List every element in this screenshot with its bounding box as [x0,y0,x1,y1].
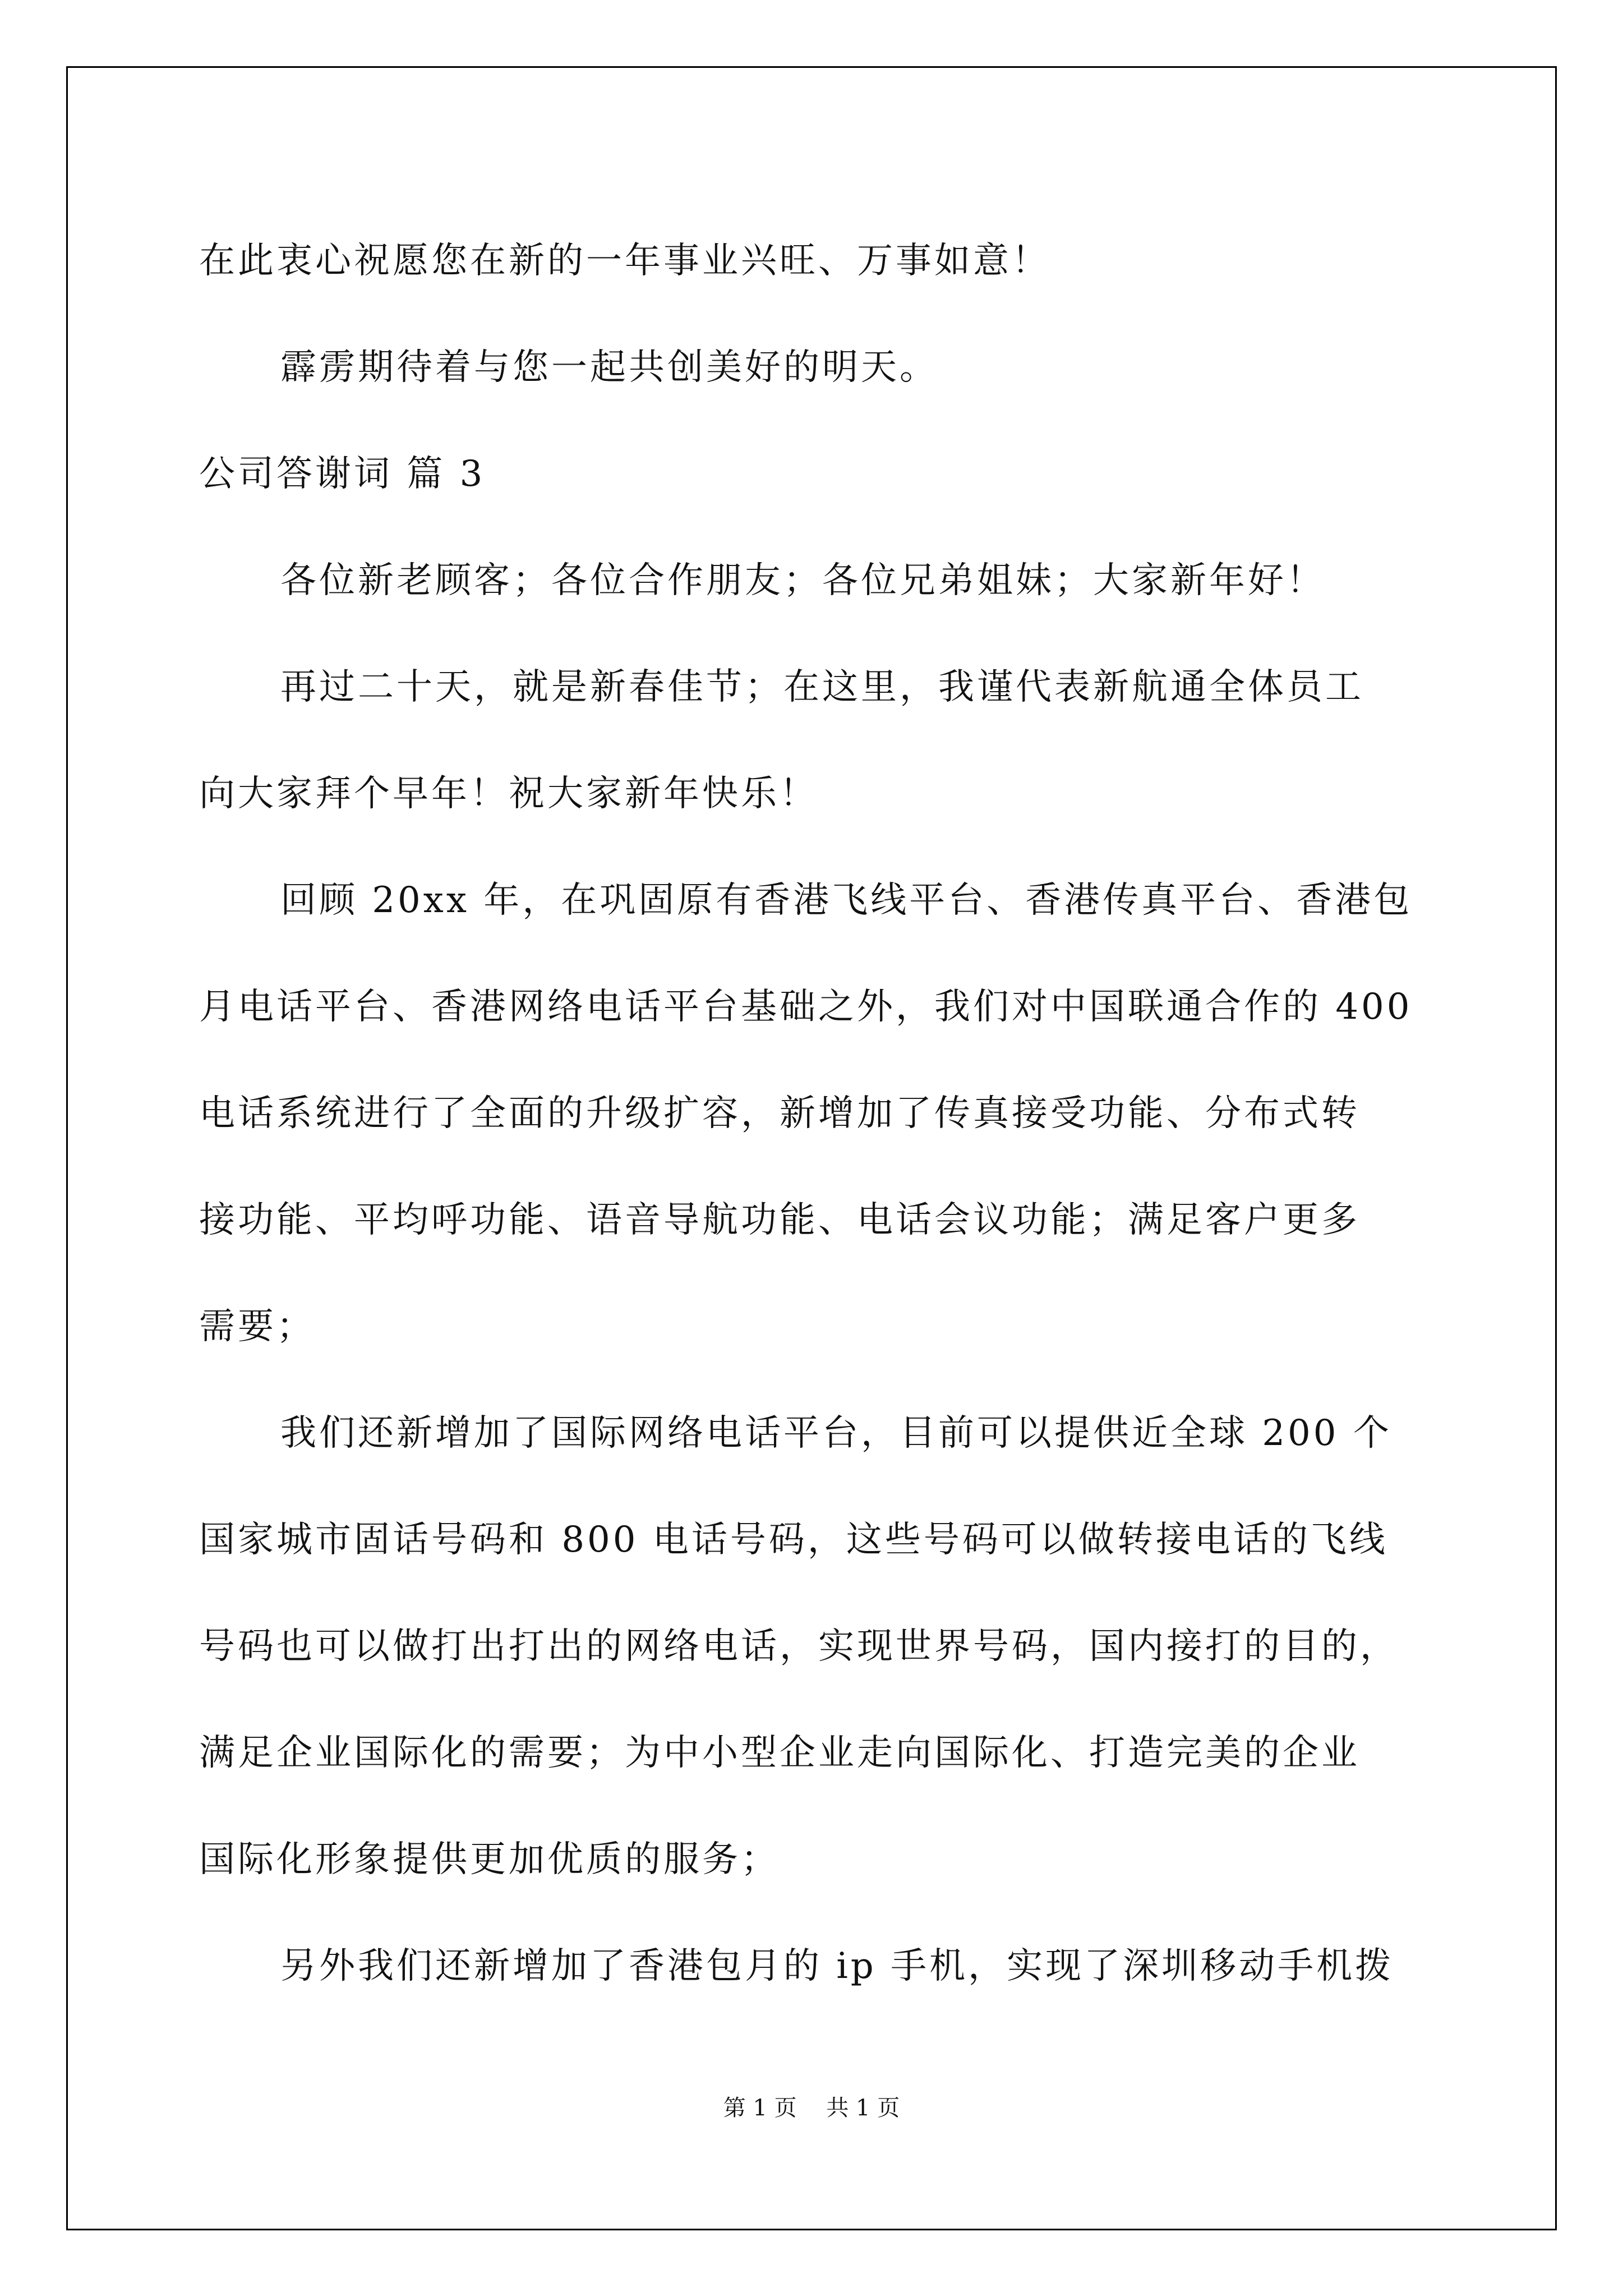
text-line: 各位新老顾客；各位合作朋友；各位兄弟姐妹；大家新年好！ [280,560,1325,601]
text-line: 国际化形象提供更加优质的服务； [199,1839,780,1880]
text-line: 再过二十天，就是新春佳节；在这里，我谨代表新航通全体员工 [280,666,1364,708]
text-line: 回顾 20xx 年，在巩固原有香港飞线平台、香港传真平台、香港包 [280,880,1413,921]
text-line: 霹雳期待着与您一起共创美好的明天。 [280,347,938,388]
text-line: 国家城市固话号码和 800 电话号码，这些号码可以做转接电话的飞线 [199,1519,1388,1561]
text-line: 接功能、平均呼功能、语音导航功能、电话会议功能；满足客户更多 [199,1199,1360,1241]
text-line: 号码也可以做打出打出的网络电话，实现世界号码，国内接打的目的， [199,1626,1399,1667]
text-line: 向大家拜个早年！祝大家新年快乐！ [199,773,818,815]
page-footer: 第 1 页 共 1 页 [723,2095,900,2121]
document-body [199,208,1422,2019]
text-line: 我们还新增加了国际网络电话平台，目前可以提供近全球 200 个 [280,1412,1392,1454]
text-line: 需要； [199,1306,315,1347]
text-line: 在此衷心祝愿您在新的一年事业兴旺、万事如意！ [199,240,1050,282]
text-line: 月电话平台、香港网络电话平台基础之外，我们对中国联通合作的 400 [199,986,1413,1028]
section-heading: 公司答谢词 篇 3 [199,453,486,495]
text-line: 另外我们还新增加了香港包月的 ip 手机，实现了深圳移动手机拨 [280,1945,1394,1987]
text-line: 满足企业国际化的需要；为中小型企业走向国际化、打造完美的企业 [199,1732,1360,1774]
text-line: 电话系统进行了全面的升级扩容，新增加了传真接受功能、分布式转 [199,1093,1360,1134]
